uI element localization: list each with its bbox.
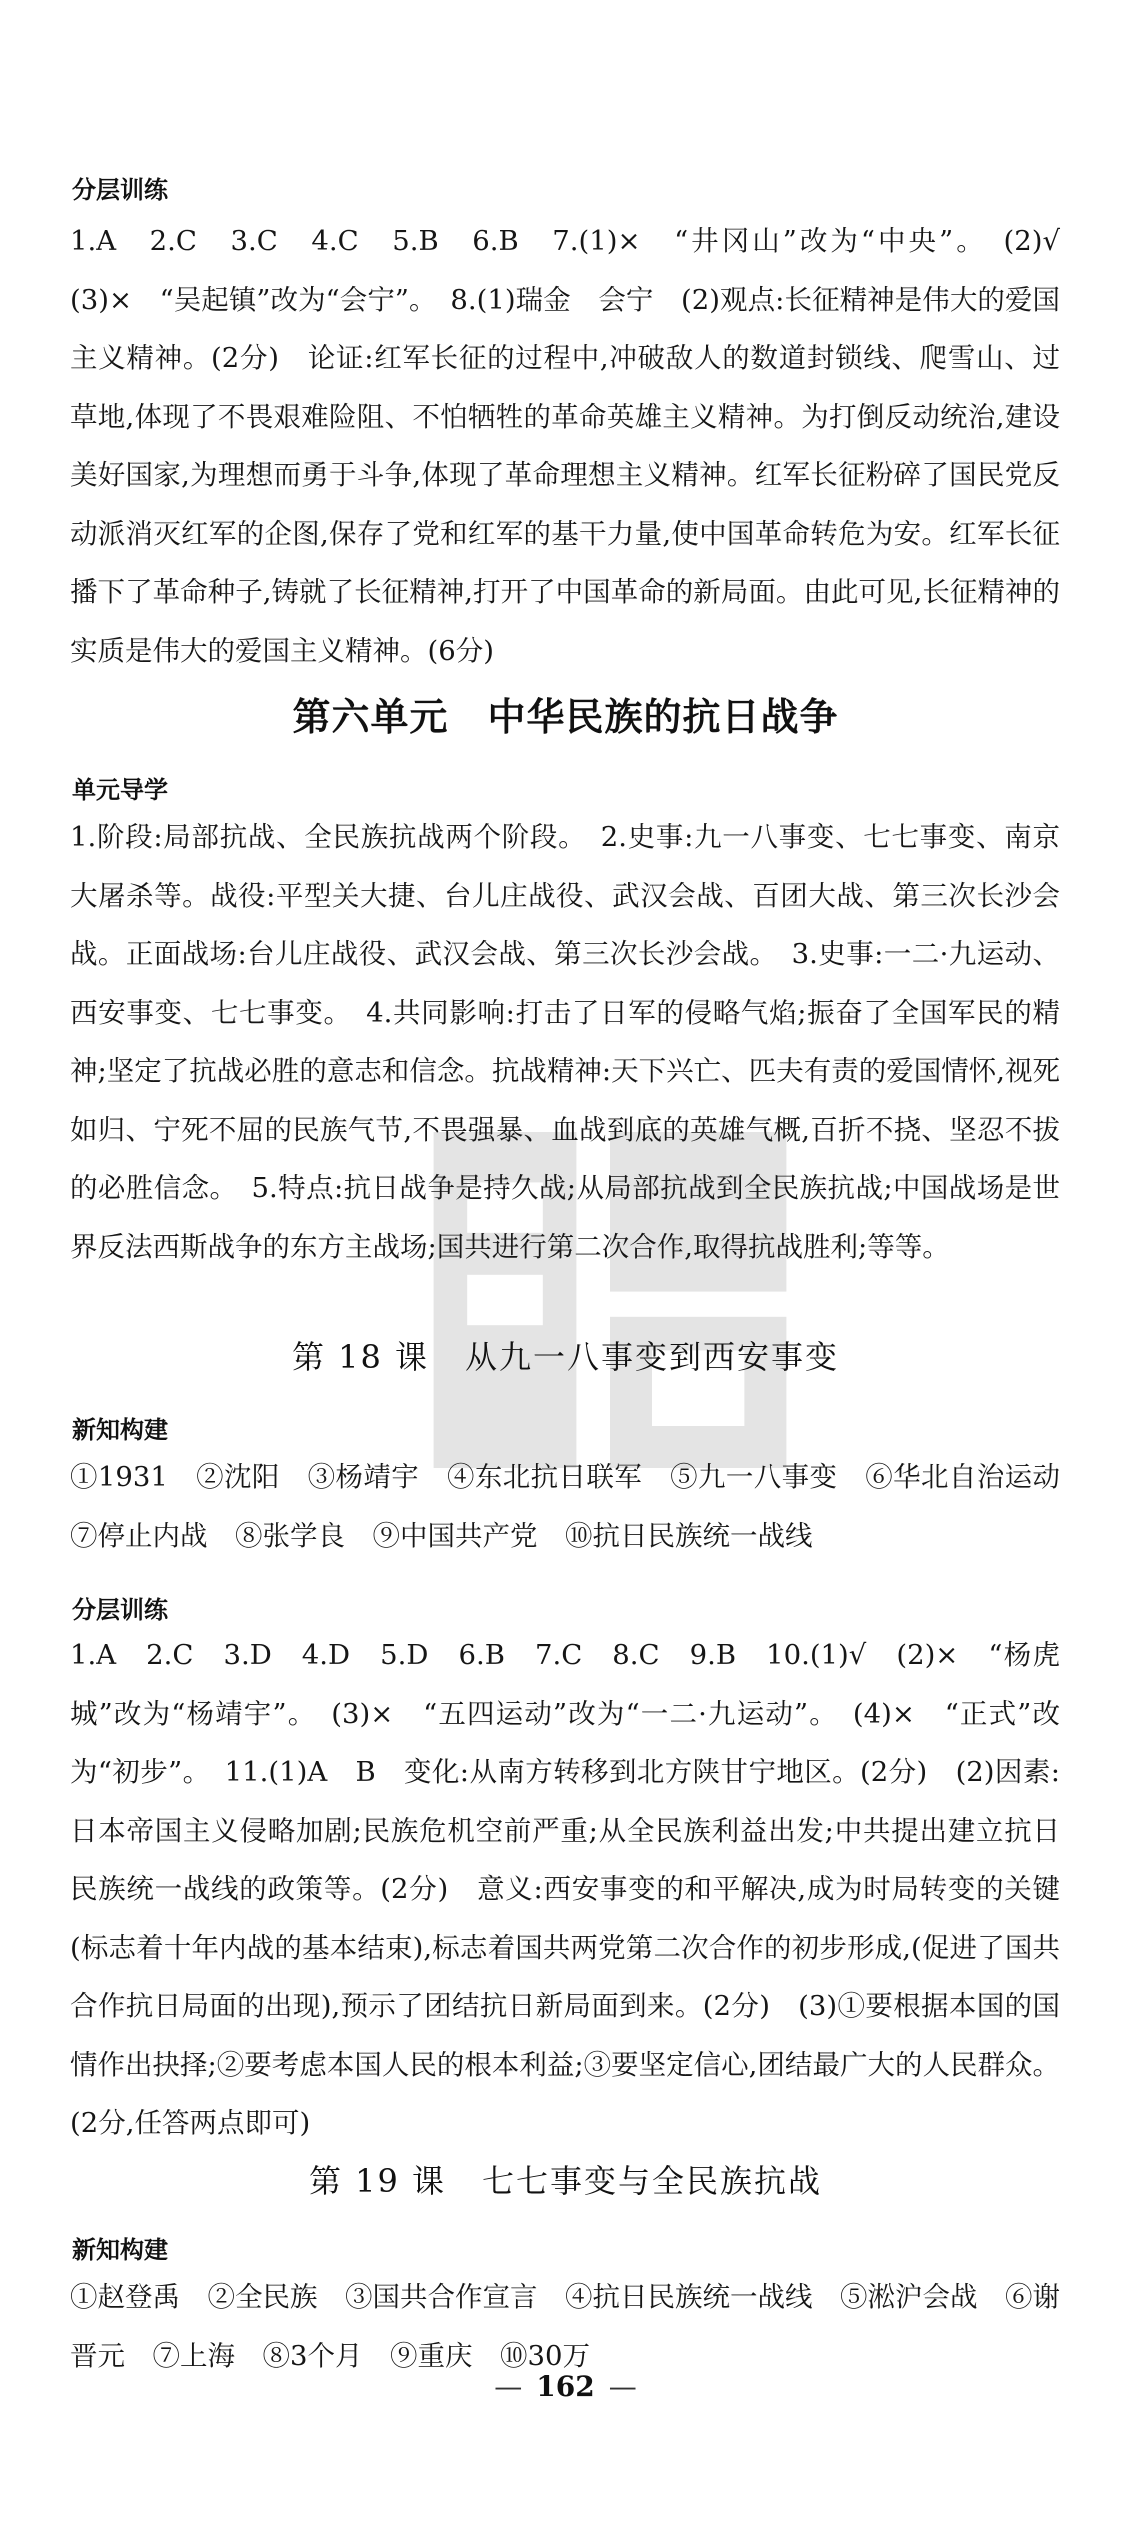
page-dash-left: — [494, 2370, 523, 2403]
lesson-19-name: 七七事变与全民族抗战 [482, 2162, 823, 2200]
section-heading-new-knowledge-18: 新知构建 [72, 1416, 168, 1444]
page-number [0, 2370, 1131, 2403]
page-dash-right: — [608, 2370, 637, 2403]
unit-guide-paragraph: 1.阶段:局部抗战、全民族抗战两个阶段。 2.史事:九一八事变、七七事变、南京大屠杀等。战役:平型关大捷、台儿庄战役、武汉会战、百团大战、第三次长沙会战。正面战场:台儿庄战役、武汉会战、第三次长沙会战。 3.史事:一二·九运动、西安事变、七七事变。 4.共同影响:打击了日军的侵略气焰;振奋了全国军民的精神;坚定了抗战必胜的意志和信念。抗战精神:天下兴亡、匹夫有责的爱国情怀,视死如归、宁死不屈的民族气节,不畏强暴、血战到底的英雄气概,百折不挠、坚忍不拔的必胜信念。 5.特点:抗日战争是持久战;从局部抗战到全民族抗战;中国战场是世界反法西斯战争的东方主战场;国共进行第二次合作,取得抗战胜利;等等。 [70, 821, 1060, 1263]
section-heading-layered-training-18: 分层训练 [72, 1596, 168, 1624]
lesson-18-name: 从九一八事变到西安事变 [465, 1338, 840, 1376]
lesson-19-title [0, 2156, 1131, 2202]
section-heading-layered-training: 分层训练 [72, 176, 168, 204]
lesson-18-number: 第 18 课 [291, 1338, 430, 1376]
training-paragraph-18: 1.A 2.C 3.D 4.D 5.D 6.B 7.C 8.C 9.B 10.(1)√ (2)× “杨虎城”改为“杨靖宇”。 (3)× “五四运动”改为“一二·九运动”。 (4)× “正式”改为“初步”。 11.(1)A B 变化:从南方转移到北方陕甘宁地区。(2分) (2)因素:日本帝国主义侵略加剧;民族危机空前严重;从全民族利益出发;中共提出建立抗日民族统一战线的政策等。(2分) 意义:西安事变的和平解决,成为时局转变的关键(标志着十年内战的基本结束),标志着国共两党第二次合作的初步形成,(促进了国共合作抗日局面的出现),预示了团结抗日新局面到来。(2分) (3)①要根据本国的国情作出抉择;②要考虑本国人民的根本利益;③要坚定信心,团结最广大的人民群众。(2分,任答两点即可) [70, 1639, 1060, 2139]
new-knowledge-paragraph-18: ①1931 ②沈阳 ③杨靖宇 ④东北抗日联军 ⑤九一八事变 ⑥华北自治运动 ⑦停止内战 ⑧张学良 ⑨中国共产党 ⑩抗日民族统一战线 [70, 1461, 1088, 1552]
new-knowledge-paragraph-19: ①赵登禹 ②全民族 ③国共合作宣言 ④抗日民族统一战线 ⑤淞沪会战 ⑥谢晋元 ⑦上海 ⑧3个月 ⑨重庆 ⑩30万 [70, 2281, 1060, 2372]
section-heading-unit-guide: 单元导学 [72, 776, 168, 804]
page-number-value: 162 [536, 2370, 595, 2403]
lesson-19-number: 第 19 课 [308, 2162, 447, 2200]
unit-title: 第六单元 中华民族的抗日战争 [292, 695, 839, 739]
lesson-18-title [0, 1332, 1131, 1378]
section-heading-new-knowledge-19: 新知构建 [72, 2236, 168, 2264]
answer-paragraph-unit5: 1.A 2.C 3.C 4.C 5.B 6.B 7.(1)× “井冈山”改为“中央”。 (2)√ (3)× “吴起镇”改为“会宁”。 8.(1)瑞金 会宁 (2)观点:长征精神是伟大的爱国主义精神。(2分) 论证:红军长征的过程中,冲破敌人的数道封锁线、爬雪山、过草地,体现了不畏艰难险阻、不怕牺牲的革命英雄主义精神。为打倒反动统治,建设美好国家,为理想而勇于斗争,体现了革命理想主义精神。红军长征粉碎了国民党反动派消灭红军的企图,保存了党和红军的基干力量,使中国革命转危为安。红军长征播下了革命种子,铸就了长征精神,打开了中国革命的新局面。由此可见,长征精神的实质是伟大的爱国主义精神。(6分) [70, 225, 1088, 667]
